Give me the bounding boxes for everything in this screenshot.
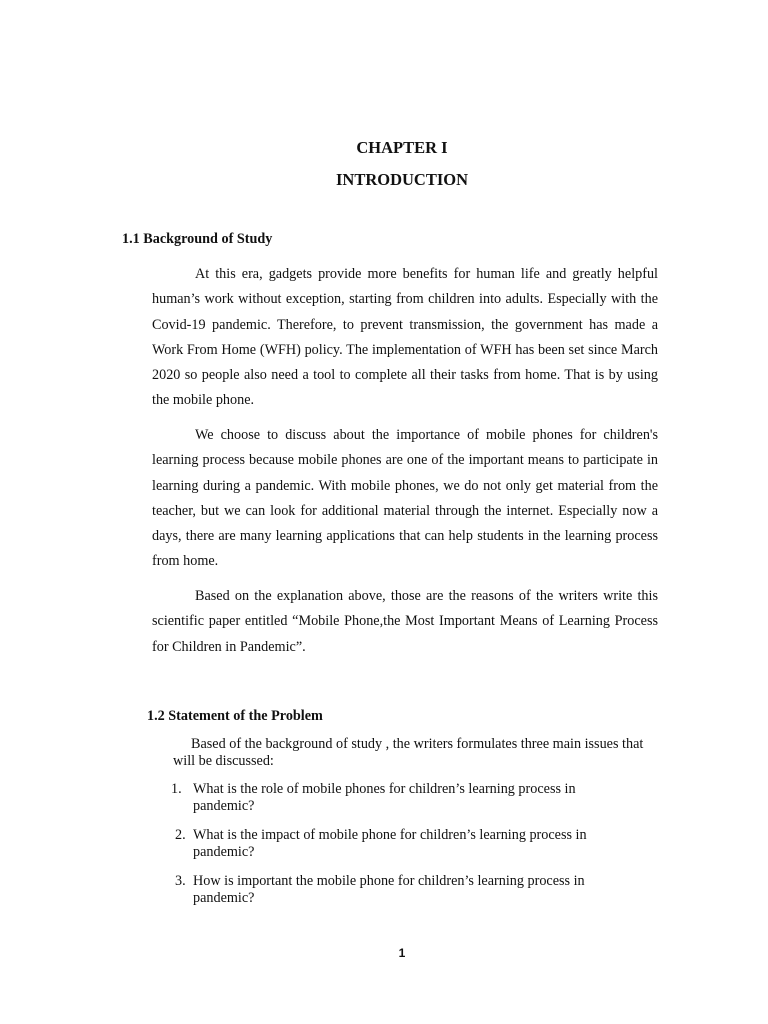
paragraph: Based on the explanation above, those are the reasons of the writers write this scientific paper entitled “Mobile Phone,the Most Important Means of Learning Process for Children in Pandemic”. xyxy=(152,588,658,655)
chapter-title: INTRODUCTION xyxy=(335,170,469,189)
problem-intro-paragraph: Based of the background of study , the writers formulates three main issues that will be discussed: xyxy=(173,736,644,769)
paragraph: We choose to discuss about the importance of mobile phones for children's learning process because mobile phones are one of the important means to participate in learning during a pandemic. With mobile phones, we do not only get material from the teacher, but we can look for additional material through the internet. Especially now a days, there are many learning applications that can help students in the learning process from home. xyxy=(152,427,658,570)
list-item-text: What is the role of mobile phones for children’s learning process in pandemic? xyxy=(193,781,576,814)
section-heading-background: 1.1 Background of Study xyxy=(122,231,273,247)
page-number: 1 xyxy=(398,946,406,960)
chapter-number-title: CHAPTER I xyxy=(356,138,448,157)
list-item-number: 3. xyxy=(175,873,186,889)
list-item-text: How is important the mobile phone for children’s learning process in pandemic? xyxy=(193,873,585,906)
list-item-number: 2. xyxy=(175,827,186,843)
section-heading-problem-statement: 1.2 Statement of the Problem xyxy=(147,708,323,724)
paragraph: At this era, gadgets provide more benefits for human life and greatly helpful human’s work without exception, starting from children into adults. Especially with the Covid-19 pandemic. Therefore, to prevent transmission, the government has made a Work From Home (WFH) policy. The implementation of WFH has been set since March 2020 so people also need a tool to complete all their tasks from home. That is by using the mobile phone. xyxy=(152,266,658,409)
list-item-text: What is the impact of mobile phone for children’s learning process in pandemic? xyxy=(193,827,587,860)
list-item-number: 1. xyxy=(171,781,182,797)
